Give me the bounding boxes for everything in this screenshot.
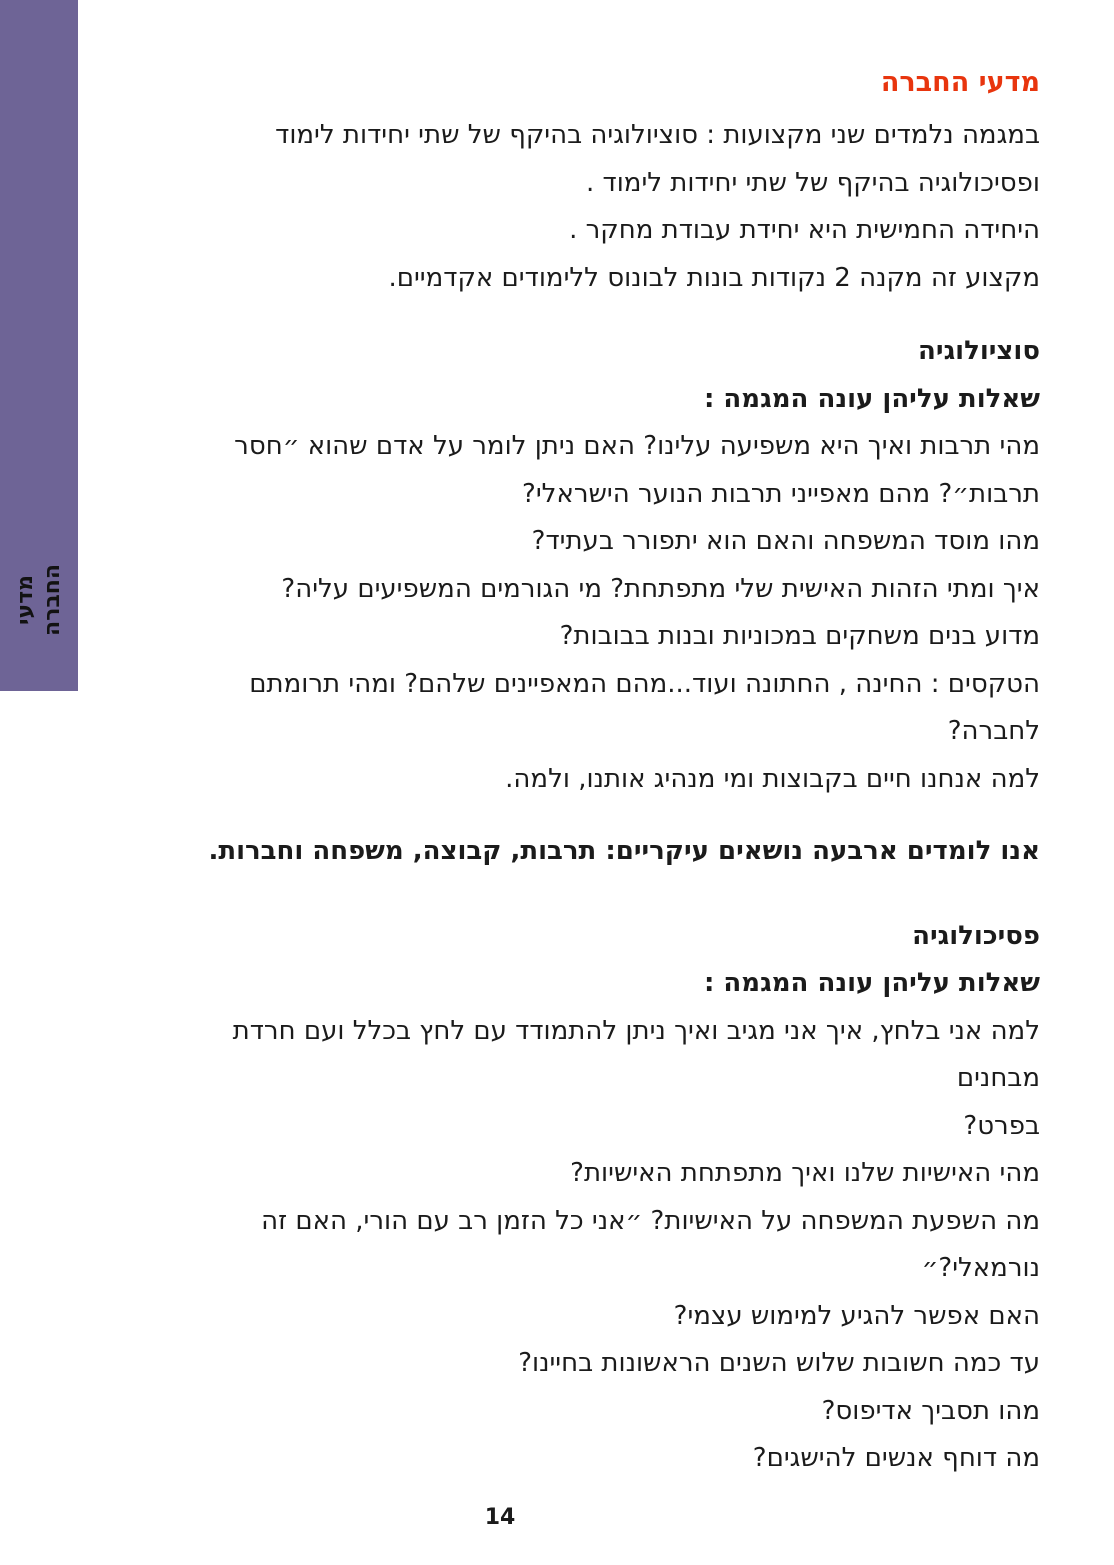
text-line: הטקסים : החינה , החתונה ועוד...מהם המאפיינים שלהם? ומהי תרומתם לחברה? bbox=[249, 668, 1040, 746]
topics-summary-line: אנו לומדים ארבעה נושאים עיקריים: תרבות, קבוצה, משפחה וחברות. bbox=[208, 836, 1040, 866]
text-line: למה אנחנו חיים בקבוצות ומי מנהיג אותנו, ולמה. bbox=[505, 763, 1040, 794]
sociology-subheading: שאלות עליהן עונה המגמה : bbox=[703, 383, 1040, 414]
psychology-section bbox=[160, 913, 1040, 1483]
text-line: תרבות״? מהם מאפייני תרבות הנוער הישראלי? bbox=[522, 478, 1040, 509]
text-line: למה אני בלחץ, איך אני מגיב ואיך ניתן להתמודד עם לחץ בכלל ועם חרדת מבחנים bbox=[232, 1015, 1040, 1093]
text-line: היחידה החמישית היא יחידת עבודת מחקר . bbox=[569, 215, 1040, 245]
sidebar-vertical-label bbox=[10, 520, 68, 680]
text-line: מה דוחף אנשים להישגים? bbox=[752, 1443, 1040, 1473]
text-line: מהי תרבות ואיך היא משפיעה עלינו? האם ניתן לומר על אדם שהוא ״חסר bbox=[234, 431, 1040, 461]
text-line: ופסיכולוגיה בהיקף של שתי יחידות לימוד . bbox=[585, 167, 1040, 198]
text-line: בפרט? bbox=[963, 1110, 1040, 1141]
text-line: מה השפעת המשפחה על האישיות? ״אני כל הזמן רב עם הורי, האם זה נורמאלי?״ bbox=[261, 1205, 1040, 1283]
sidebar-label-line1: מדעי bbox=[13, 575, 38, 625]
text-line: מדוע בנים משחקים במכוניות ובנות בבובות? bbox=[559, 621, 1040, 651]
psychology-heading: פסיכולוגיה bbox=[912, 920, 1040, 951]
page-number: 14 bbox=[484, 1505, 516, 1530]
intro-paragraph bbox=[160, 112, 1040, 302]
sidebar-tab bbox=[0, 0, 78, 691]
text-line: מהי האישיות שלנו ואיך מתפתחת האישיות? bbox=[570, 1158, 1040, 1188]
sociology-heading: סוציולוגיה bbox=[918, 336, 1040, 366]
psychology-subheading: שאלות עליהן עונה המגמה : bbox=[703, 968, 1040, 998]
text-line: האם אפשר להגיע למימוש עצמי? bbox=[673, 1300, 1040, 1331]
sidebar-label-line2: החברה bbox=[40, 564, 65, 637]
page-title: מדעי החברה bbox=[880, 67, 1040, 98]
text-line: מקצוע זה מקנה 2 נקודות בונות לבונוס ללימודים אקדמיים. bbox=[388, 262, 1040, 293]
text-line: מהו תסביך אדיפוס? bbox=[821, 1395, 1040, 1426]
sociology-section bbox=[160, 328, 1040, 803]
text-line: במגמה נלמדים שני מקצועות : סוציולוגיה בהיקף של שתי יחידות לימוד bbox=[275, 120, 1040, 150]
text-line: עד כמה חשובות שלוש השנים הראשונות בחיינו? bbox=[518, 1348, 1040, 1378]
text-line: איך ומתי הזהות האישית שלי מתפתחת? מי הגורמים המשפיעים עליה? bbox=[281, 573, 1040, 604]
content-column bbox=[160, 0, 1040, 1483]
text-line: מהו מוסד המשפחה והאם הוא יתפורר בעתיד? bbox=[531, 526, 1040, 556]
